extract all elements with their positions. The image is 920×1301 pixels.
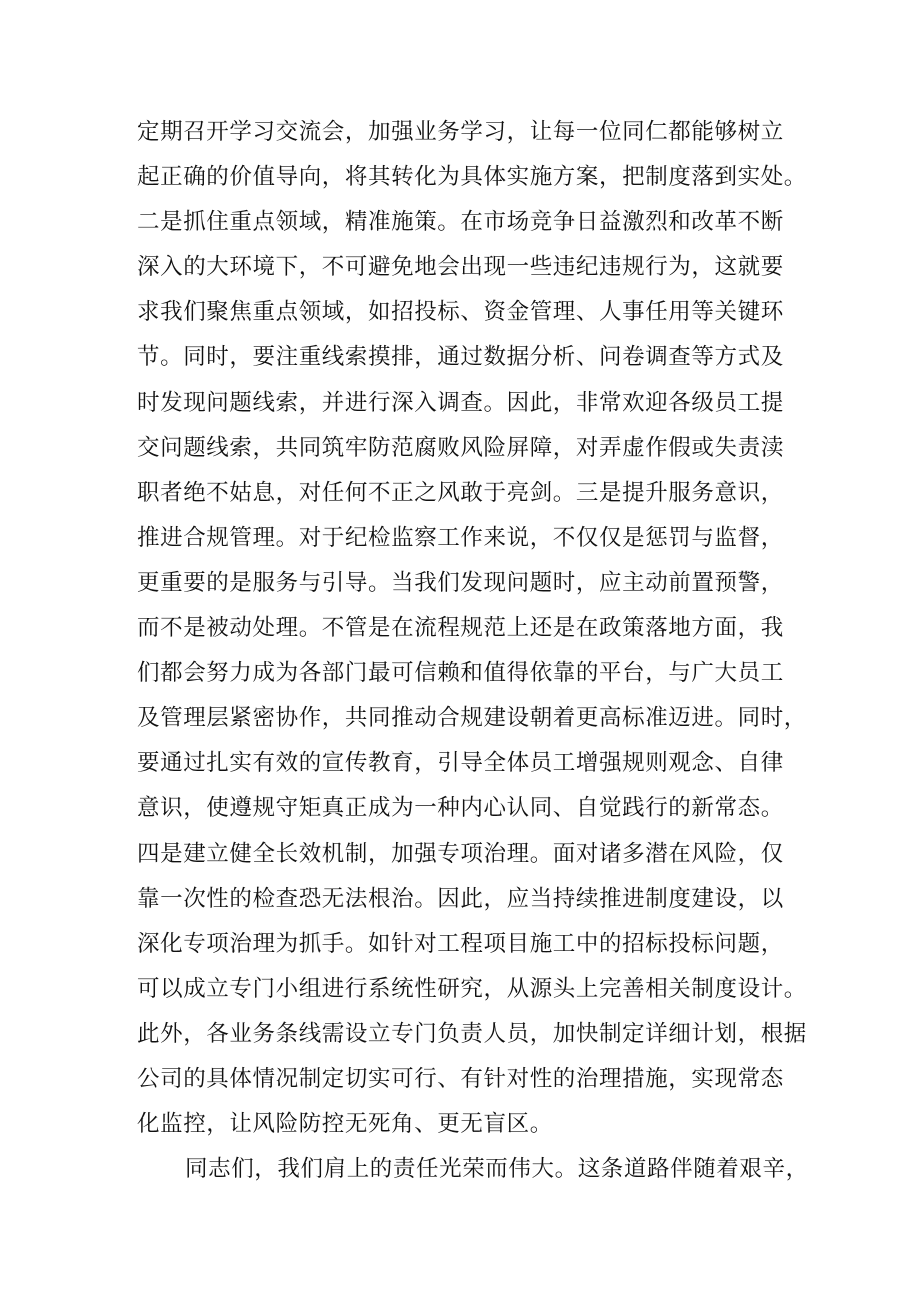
text-line: 节。同时，要注重线索摸排，通过数据分析、问卷调查等方式及	[137, 344, 784, 371]
text-line: 更重要的是服务与引导。当我们发现问题时，应主动前置预警，	[137, 569, 784, 596]
text-line: 及管理层紧密协作，共同推动合规建设朝着更高标准迈进。同时，	[137, 705, 807, 732]
text-line: 深化专项治理为抓手。如针对工程项目施工中的招标投标问题，	[137, 930, 784, 957]
text-line: 二是抓住重点领域，精准施策。在市场竞争日益激烈和改革不断	[137, 209, 784, 236]
text-line: 此外，各业务条线需设立专门负责人员，加快制定详细计划，根据	[137, 1020, 807, 1047]
text-line: 定期召开学习交流会，加强业务学习，让每一位同仁都能够树立	[137, 119, 784, 145]
text-line: 起正确的价值导向，将其转化为具体实施方案，把制度落到实处。	[137, 164, 807, 191]
paragraph-start-line: 同志们，我们肩上的责任光荣而伟大。这条道路伴随着艰辛，	[185, 1156, 809, 1183]
text-line: 靠一次性的检查恐无法根治。因此，应当持续推进制度建设，以	[137, 885, 784, 912]
text-line: 四是建立健全长效机制，加强专项治理。面对诸多潜在风险，仅	[137, 840, 784, 867]
text-line: 时发现问题线索，并进行深入调查。因此，非常欢迎各级员工提	[137, 389, 784, 416]
text-line: 可以成立专门小组进行系统性研究，从源头上完善相关制度设计。	[137, 975, 807, 1002]
text-line: 交问题线索，共同筑牢防范腐败风险屏障，对弄虚作假或失责渎	[137, 434, 784, 461]
text-line: 求我们聚焦重点领域，如招投标、资金管理、人事任用等关键环	[137, 299, 784, 326]
text-line: 推进合规管理。对于纪检监察工作来说，不仅仅是惩罚与监督，	[137, 524, 784, 551]
text-line: 而不是被动处理。不管是在流程规范上还是在政策落地方面，我	[137, 615, 784, 642]
body-text	[137, 110, 817, 1192]
text-line: 化监控，让风险防控无死角、更无盲区。	[137, 1111, 553, 1138]
text-line: 们都会努力成为各部门最可信赖和值得依靠的平台，与广大员工	[137, 660, 784, 687]
text-line: 公司的具体情况制定切实可行、有针对性的治理措施，实现常态	[137, 1065, 784, 1092]
text-line: 深入的大环境下，不可避免地会出现一些违纪违规行为，这就要	[137, 254, 784, 281]
text-line: 要通过扎实有效的宣传教育，引导全体员工增强规则观念、自律	[137, 750, 784, 777]
text-line: 意识，使遵规守矩真正成为一种内心认同、自觉践行的新常态。	[137, 795, 784, 822]
text-line: 职者绝不姑息，对任何不正之风敢于亮剑。三是提升服务意识，	[137, 479, 784, 506]
